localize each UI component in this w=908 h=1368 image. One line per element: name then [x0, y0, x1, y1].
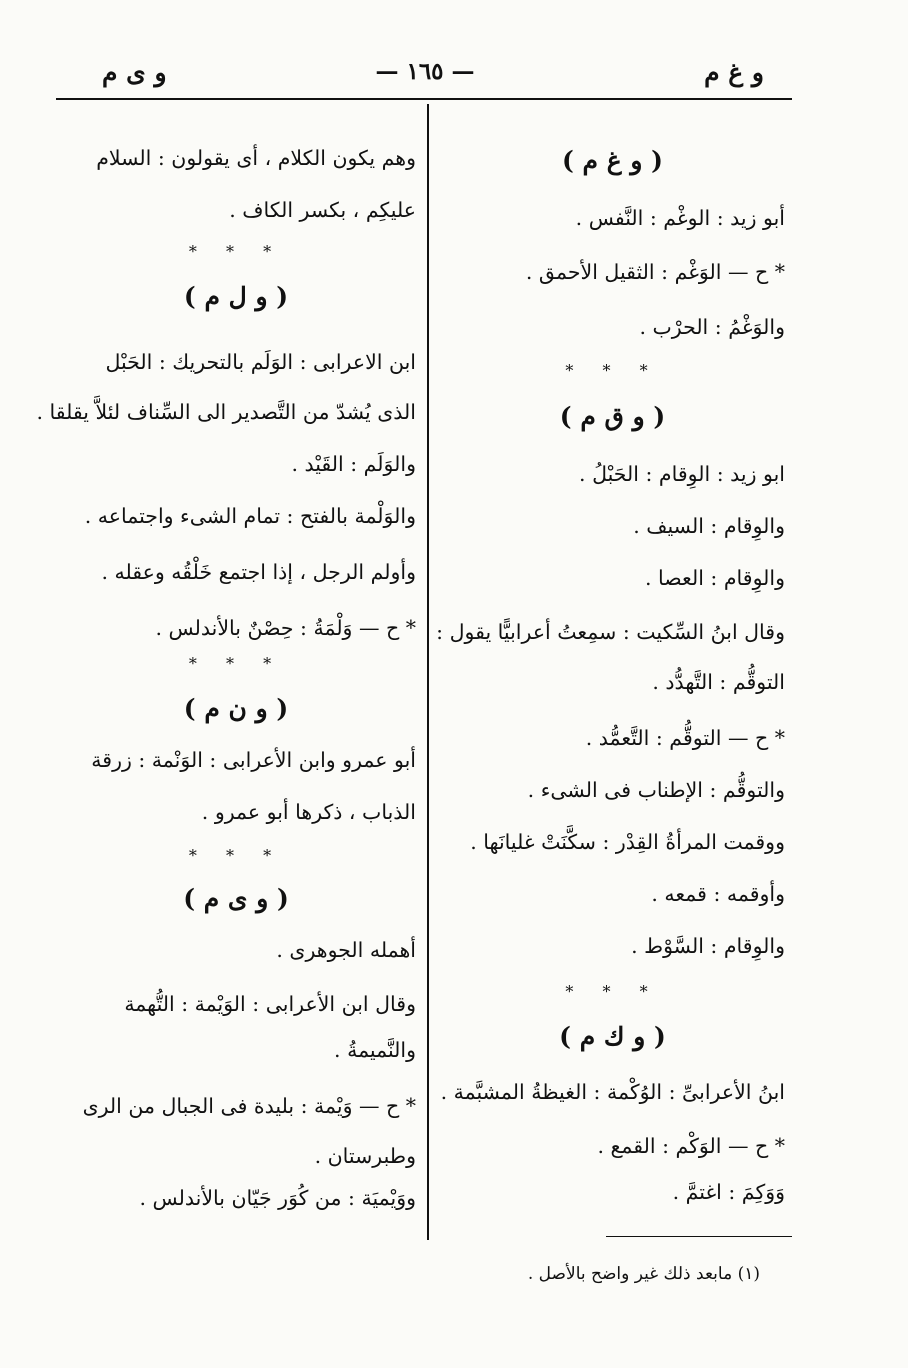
entry-line: والتوقُّم : الإطناب فى الشىء .	[527, 778, 785, 802]
entry-line: وقال ابن الأعرابى : الوَيْمة : التُّهمة	[124, 992, 416, 1016]
running-header	[58, 52, 792, 96]
entry-line: وقال ابنُ السِّكيت : سمِعتُ أعرابيًّا يقول :	[436, 620, 785, 644]
entry-line: وطبرستان .	[314, 1144, 416, 1168]
entry-line: الذباب ، ذكرها أبو عمرو .	[201, 800, 416, 824]
entry-line: ابو زيد : الوِقام : الحَبْلُ .	[579, 462, 785, 486]
entry-line: * ح — التوقُّم : التَّعمُّد .	[585, 726, 785, 750]
entry-line: والوَلَم : القَيْد .	[291, 452, 416, 476]
entry-line: والوِقام : العصا .	[645, 566, 785, 590]
section-separator: * * *	[565, 361, 660, 380]
entry-line: أبو زيد : الوغْم : النَّفس .	[575, 206, 785, 230]
entry-line: ووقمت المرأةُ القِدْر : سكَّنَتْ غليانَها .	[470, 830, 785, 854]
column-divider	[427, 104, 429, 1240]
page-number: — ١٦٥ —	[375, 58, 475, 85]
entry-line: والوِقام : السيف .	[633, 514, 785, 538]
entry-line: والوَغْمُ : الحرْب .	[639, 315, 785, 339]
entry-heading: ( و ك م )	[559, 1022, 666, 1051]
entry-line: أبو عمرو وابن الأعرابى : الوَنْمة : زرقة	[91, 748, 416, 772]
entry-heading: ( و ل م )	[183, 282, 289, 311]
footnote-rule	[606, 1236, 792, 1237]
entry-line: وهم يكون الكلام ، أى يقولون : السلام	[96, 146, 416, 170]
entry-line: * ح — وَيْمة : بليدة فى الجبال من الرى	[82, 1094, 416, 1118]
section-separator: * * *	[188, 846, 284, 865]
entry-line: الذى يُشدّ من التَّصدير الى السِّناف لئلاَّ يقلقا .	[36, 400, 416, 424]
entry-heading: ( و غ م )	[562, 146, 663, 175]
entry-heading: ( و ن م )	[183, 694, 289, 723]
header-rule	[56, 98, 792, 100]
entry-line: والوَلْمة بالفتح : تمام الشىء واجتماعه .	[84, 504, 416, 528]
entry-line: ووَيْميَة : من كُوَر جَيّان بالأندلس .	[139, 1186, 416, 1210]
entry-line: * ح — وَلْمَةُ : حِصْنٌ بالأندلس .	[155, 616, 416, 640]
entry-line: * ح — الوَكْم : القمع .	[597, 1134, 785, 1158]
header-right-root: و غ م	[704, 58, 764, 87]
entry-line: أهمله الجوهرى .	[276, 938, 416, 962]
header-left-root: و ى م	[102, 58, 167, 87]
section-separator: * * *	[565, 982, 660, 1001]
entry-line: والوِقام : السَّوْط .	[631, 934, 785, 958]
entry-heading: ( و ى م )	[183, 884, 289, 913]
entry-line: والنَّميمةُ .	[334, 1038, 416, 1062]
entry-heading: ( و ق م )	[559, 402, 666, 431]
entry-line: ابنُ الأعرابىِّ : الوُكْمة : الغيظةُ المشبَّمة .	[440, 1080, 785, 1104]
entry-line: وأوقمه : قمعه .	[651, 882, 785, 906]
entry-line: التوقُّم : التَّهدُّد .	[652, 670, 785, 694]
entry-line: ابن الاعرابى : الوَلَم بالتحريك : الحَبْل	[105, 350, 416, 374]
entry-line: عليكِم ، بكسر الكاف .	[229, 198, 416, 222]
footnote: (١) مابعد ذلك غير واضح بالأصل .	[527, 1264, 760, 1284]
entry-line: وَوَكِمَ : اغتمَّ .	[672, 1180, 785, 1204]
entry-line: وأولم الرجل ، إذا اجتمع خَلْقُه وعقله .	[101, 560, 416, 584]
section-separator: * * *	[188, 654, 284, 673]
section-separator: * * *	[188, 242, 284, 261]
entry-line: * ح — الوَغْم : الثقيل الأحمق .	[525, 260, 785, 284]
